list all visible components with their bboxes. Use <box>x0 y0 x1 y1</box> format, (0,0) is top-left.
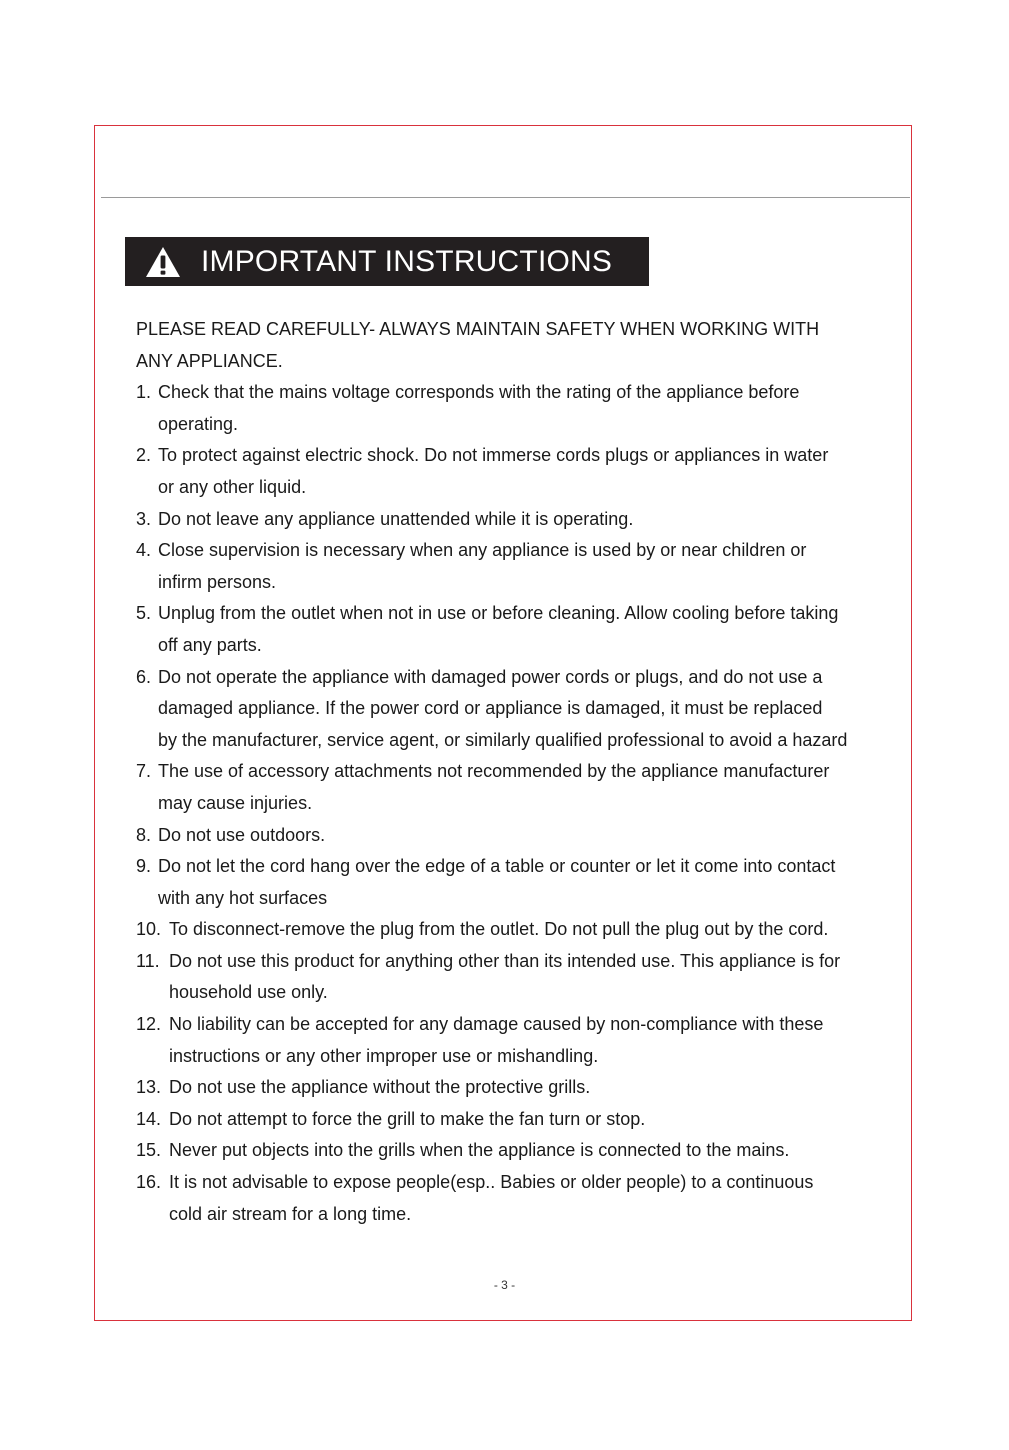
warning-triangle-icon <box>145 246 181 278</box>
instruction-number: 7. <box>136 761 152 782</box>
instruction-line: The use of accessory attachments not recommended by the appliance manufacturer <box>158 761 830 782</box>
instruction-line: Do not operate the appliance with damaged power cords or plugs, and do not use a <box>158 666 823 687</box>
instruction-text <box>169 1104 645 1136</box>
instruction-line: Do not leave any appliance unattended while it is operating. <box>158 508 634 529</box>
instruction-item <box>136 756 906 819</box>
instruction-line: operating. <box>158 413 239 434</box>
instruction-number: 16. <box>136 1172 162 1193</box>
instruction-text <box>158 851 835 914</box>
instruction-line: Close supervision is necessary when any appliance is used by or near children or <box>158 540 807 561</box>
instruction-line: Do not let the cord hang over the edge of a table or counter or let it come into contact <box>158 856 836 877</box>
instruction-text <box>169 1072 590 1104</box>
instruction-line: with any hot surfaces <box>158 887 328 908</box>
header-divider <box>101 197 910 198</box>
instruction-item <box>136 1072 906 1104</box>
instruction-text <box>158 662 847 757</box>
instruction-line: household use only. <box>169 982 328 1003</box>
instruction-number: 3. <box>136 508 152 529</box>
instruction-number: 2. <box>136 445 152 466</box>
instruction-item <box>136 662 906 757</box>
instruction-number: 4. <box>136 540 152 561</box>
instruction-item <box>136 820 906 852</box>
instruction-list <box>136 377 906 1230</box>
instruction-number: 12. <box>136 1014 162 1035</box>
instruction-line: or any other liquid. <box>158 476 307 497</box>
instruction-number: 13. <box>136 1077 162 1098</box>
instruction-text <box>158 377 799 440</box>
instruction-text <box>158 820 325 852</box>
instruction-item <box>136 598 906 661</box>
instruction-number: 10. <box>136 919 162 940</box>
instruction-line: damaged appliance. If the power cord or appliance is damaged, it must be replaced <box>158 698 823 719</box>
instruction-line: Do not use this product for anything other than its intended use. This appliance is for <box>169 950 841 971</box>
instruction-number: 6. <box>136 666 152 687</box>
instruction-text <box>169 1009 823 1072</box>
instruction-line: It is not advisable to expose people(esp.. Babies or older people) to a continuous <box>169 1172 814 1193</box>
instruction-number: 9. <box>136 856 152 877</box>
instruction-line: Do not use the appliance without the protective grills. <box>169 1077 591 1098</box>
instruction-line: Do not attempt to force the grill to make the fan turn or stop. <box>169 1108 646 1129</box>
instruction-item <box>136 851 906 914</box>
instruction-item <box>136 535 906 598</box>
instructions-body <box>136 314 906 1230</box>
instruction-text <box>158 756 829 819</box>
page-number: - 3 - <box>493 1278 516 1292</box>
important-instructions-banner <box>125 237 649 286</box>
instruction-line: To disconnect-remove the plug from the outlet. Do not pull the plug out by the cord. <box>169 919 829 940</box>
instruction-line: instructions or any other improper use or mishandling. <box>169 1045 599 1066</box>
instruction-number: 11. <box>136 950 160 971</box>
instruction-number: 5. <box>136 603 152 624</box>
instruction-text <box>169 946 840 1009</box>
instruction-text <box>158 535 806 598</box>
instruction-item <box>136 440 906 503</box>
instruction-line: off any parts. <box>158 634 262 655</box>
instruction-number: 14. <box>136 1108 162 1129</box>
instruction-text <box>158 598 838 661</box>
instruction-text <box>169 1135 789 1167</box>
instruction-line: infirm persons. <box>158 571 277 592</box>
instruction-line: Unplug from the outlet when not in use or before cleaning. Allow cooling before taking <box>158 603 839 624</box>
instruction-item <box>136 504 906 536</box>
instruction-line: may cause injuries. <box>158 792 313 813</box>
instruction-line: by the manufacturer, service agent, or similarly qualified professional to avoid a hazard <box>158 729 848 750</box>
instruction-line: Never put objects into the grills when the appliance is connected to the mains. <box>169 1140 790 1161</box>
instruction-text <box>169 914 828 946</box>
instruction-item <box>136 1135 906 1167</box>
instruction-line: No liability can be accepted for any damage caused by non-compliance with these <box>169 1014 824 1035</box>
instruction-line: cold air stream for a long time. <box>169 1203 412 1224</box>
instruction-line: Do not use outdoors. <box>158 824 326 845</box>
instruction-item <box>136 377 906 440</box>
instruction-item <box>136 1167 906 1230</box>
instruction-item <box>136 1104 906 1136</box>
instruction-number: 1. <box>136 382 152 403</box>
instruction-line: To protect against electric shock. Do not immerse cords plugs or appliances in water <box>158 445 829 466</box>
instruction-number: 15. <box>136 1140 162 1161</box>
intro-line: ANY APPLIANCE. <box>136 350 283 371</box>
intro-text <box>136 314 906 377</box>
intro-line: PLEASE READ CAREFULLY- ALWAYS MAINTAIN SAFETY WHEN WORKING WITH <box>136 319 820 339</box>
instruction-line: Check that the mains voltage corresponds with the rating of the appliance before <box>158 382 800 403</box>
instruction-text <box>158 440 828 503</box>
instruction-item <box>136 946 906 1009</box>
banner-title: IMPORTANT INSTRUCTIONS <box>201 244 613 278</box>
instruction-text <box>158 504 633 536</box>
instruction-item <box>136 914 906 946</box>
instruction-text <box>169 1167 813 1230</box>
instruction-number: 8. <box>136 824 152 845</box>
instruction-item <box>136 1009 906 1072</box>
